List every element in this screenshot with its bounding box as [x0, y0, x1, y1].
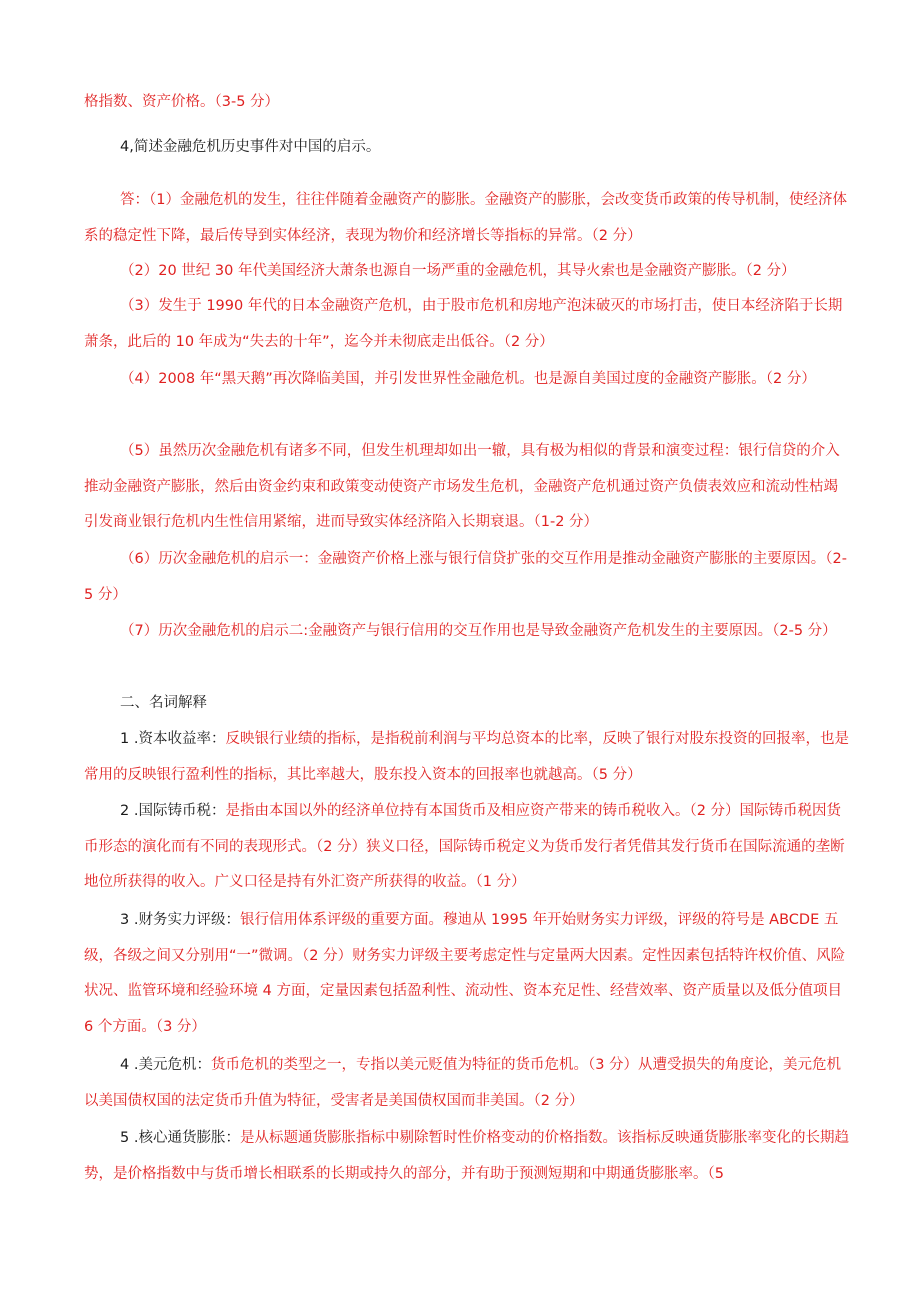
question-4: 4,简述金融危机历史事件对中国的启示。	[120, 139, 381, 155]
answer-continuation: 格指数、资产价格。（3-5 分）	[84, 94, 280, 110]
term-5-label: 5 .核心通货膨胀：	[120, 1130, 240, 1146]
term-5-definition: 是从标题通货膨胀指标中剔除暂时性价格变动的价格指数。该指标反映通货膨胀率变化的长期趋势，是价格指数中与货币增长相联系的长期或持久的部分，并有助于预测短期和中期通货膨胀率。（5	[84, 1130, 849, 1182]
answer-4-part-7: （7）历次金融危机的启示二:金融资产与银行信用的交互作用也是导致金融资产危机发生的主要原因。（2-5 分）	[120, 623, 837, 639]
term-1-return-on-capital	[84, 722, 850, 793]
answer-4-part-3: （3）发生于 1990 年代的日本金融资产危机，由于股市危机和房地产泡沫破灭的市场打击，使日本经济陷于长期萧条，此后的 10 年成为“失去的十年”，迄今并未彻底走出低谷。（2 分）	[84, 298, 843, 350]
answer-4-part-6: （6）历次金融危机的启示一：金融资产价格上涨与银行信贷扩张的交互作用是推动金融资产膨胀的主要原因。（2-5 分）	[84, 551, 847, 603]
term-3-label: 3 .财务实力评级：	[120, 912, 240, 928]
section-heading-term-definitions: 二、名词解释	[120, 695, 207, 711]
term-3-definition: 银行信用体系评级的重要方面。穆迪从 1995 年开始财务实力评级，评级的符号是 ABCDE 五级，各级之间又分别用“一”微调。（2 分）财务实力评级主要考虑定性与定量两大因素。定性因素包括特许权价值、风险状况、监管环境和经验环境 4 方面，定量因素包括盈利性、流动性、资本充足性、经营效率、资产质量以及低分值项目 6 个方面。（3 分）	[84, 912, 846, 1035]
term-1-label: 1 .资本收益率：	[120, 731, 226, 747]
term-4-label: 4 .美元危机：	[120, 1057, 211, 1073]
term-4-definition: 货币危机的类型之一，专指以美元贬值为特征的货币危机。（3 分）从遭受损失的角度论，美元危机以美国债权国的法定货币升值为特征，受害者是美国债权国而非美国。（2 分）	[84, 1057, 842, 1109]
term-4-dollar-crisis	[84, 1048, 850, 1119]
answer-4-part-5: （5）虽然历次金融危机有诸多不同，但发生机理却如出一辙，具有极为相似的背景和演变过程：银行信贷的介入推动金融资产膨胀，然后由资金约束和政策变动使资产市场发生危机，金融资产危机通过资产负债表效应和流动性枯竭引发商业银行危机内生性信用紧缩，进而导致实体经济陷入长期衰退。（1-2 分）	[84, 443, 840, 530]
answer-4-part-1: 答：（1）金融危机的发生，往往伴随着金融资产的膨胀。金融资产的膨胀，会改变货币政策的传导机制，使经济体系的稳定性下降，最后传导到实体经济，表现为物价和经济增长等指标的异常。（2 分）	[84, 192, 847, 244]
term-2-international-seigniorage	[84, 794, 850, 901]
answer-4-part-2: （2）20 世纪 30 年代美国经济大萧条也源自一场严重的金融危机，其导火索也是金融资产膨胀。（2 分）	[120, 263, 796, 279]
term-2-definition: 是指由本国以外的经济单位持有本国货币及相应资产带来的铸币税收入。（2 分）国际铸币税因货币形态的演化而有不同的表现形式。（2 分）狭义口径，国际铸币税定义为货币发行者凭借其发行货币在国际流通的垄断地位所获得的收入。广义口径是持有外汇资产所获得的收益。（1 分）	[84, 803, 845, 890]
term-2-label: 2 .国际铸币税：	[120, 803, 226, 819]
term-5-core-inflation	[84, 1121, 850, 1192]
term-1-definition: 反映银行业绩的指标，是指税前利润与平均总资本的比率，反映了银行对股东投资的回报率，也是常用的反映银行盈利性的指标，其比率越大，股东投入资本的回报率也就越高。（5 分）	[84, 731, 849, 783]
answer-4-part-4: （4）2008 年“黑天鹅”再次降临美国，并引发世界性金融危机。也是源自美国过度的金融资产膨胀。（2 分）	[120, 371, 816, 387]
term-3-financial-strength-rating	[84, 903, 850, 1045]
